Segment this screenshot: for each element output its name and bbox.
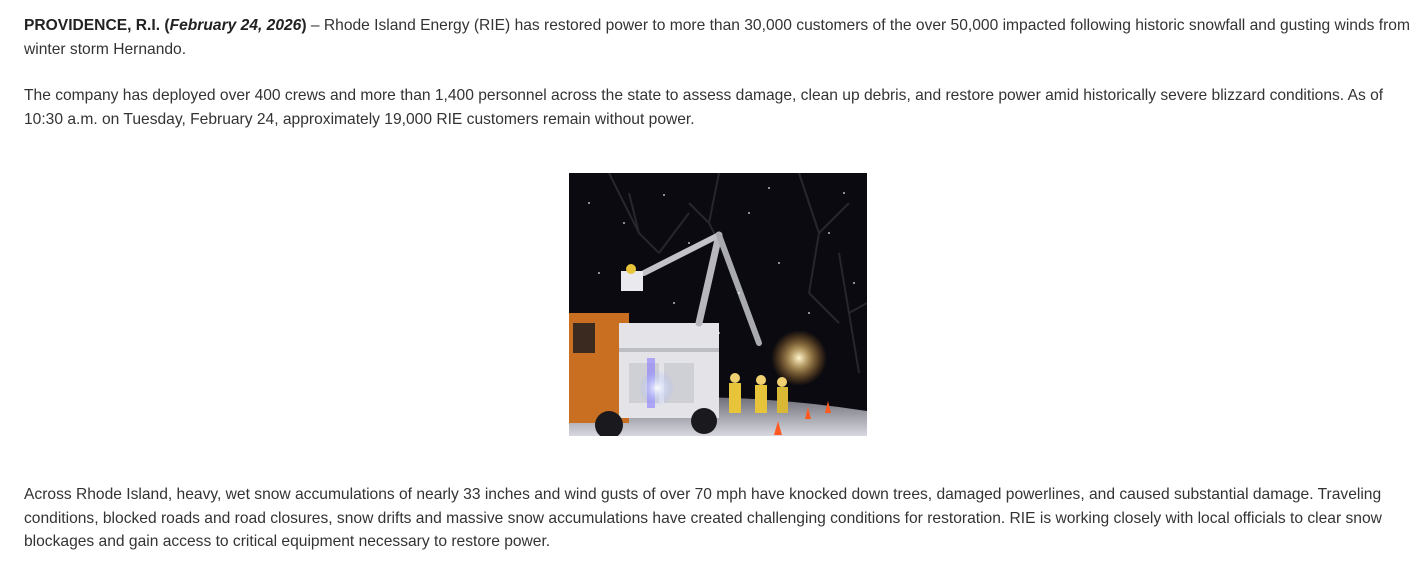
- paragraph-crews: The company has deployed over 400 crews and more than 1,400 personnel across the state to assess damage, clean up debris, and restore power amid historically severe blizzard conditions. As of 10:30 a.m. on Tuesday, February 24, approximately 19,000 RIE customers remain without power.: [24, 87, 1384, 128]
- dateline-city: PROVIDENCE, R.I.: [24, 17, 161, 34]
- dateline: PROVIDENCE, R.I. (February 24, 2026): [24, 17, 307, 34]
- workers: [729, 373, 788, 413]
- utility-truck: [569, 313, 719, 436]
- storm-restoration-photo: [569, 173, 867, 436]
- photo-illustration: [569, 173, 867, 436]
- paragraph-lead: [24, 14, 1416, 61]
- truck-light-glow: [639, 370, 675, 406]
- work-light-glow: [771, 330, 827, 386]
- article-body: [24, 14, 1416, 131]
- paragraph-lead-text: – Rhode Island Energy (RIE) has restored power to more than 30,000 customers of the over 50,000 impacted following historic snowfall and gusting winds from winter storm Hernando.: [24, 17, 1410, 58]
- dateline-date: February 24, 2026: [169, 17, 302, 34]
- paragraph-conditions: Across Rhode Island, heavy, wet snow accumulations of nearly 33 inches and wind gusts of over 70 mph have knocked down trees, damaged powerlines, and caused substantial damage. Traveling conditions, blocked roads and road closures, snow drifts and massive snow accumulations have created challenging conditions for restoration. RIE is working closely with local officials to clear snow blockages and gain access to critical equipment necessary to restore power.: [24, 486, 1382, 550]
